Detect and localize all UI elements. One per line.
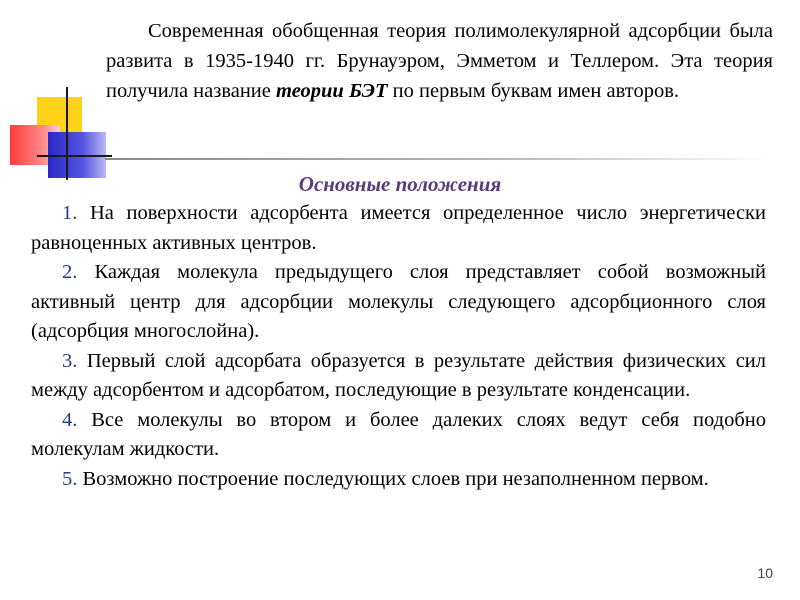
intro-emphasis: теории БЭТ [276,80,388,102]
intro-paragraph [106,16,773,106]
principles-list [31,199,766,494]
item-text: На поверхности адсорбента имеется определенное число энергетически равноценных активных центров. [31,202,766,254]
item-number: 2. [62,261,78,283]
section-heading: Основные положения [298,172,502,196]
item-text: Первый слой адсорбата образуется в результате действия физических сил между адсорбентом и адсорбатом, последующие в результате конденсации. [31,349,766,401]
item-number: 5. [62,467,78,490]
intro-text: Современная обобщенная теория полимолекулярной адсорбции была развита в 1935-1940 гг. Брунауэром, Эмметом и Теллером. Эта теория получила название [106,20,773,102]
item-text: Все молекулы во втором и более далеких слоях ведут себя подобно молекулам жидкости. [31,408,766,460]
logo-horizontal-line [37,155,112,157]
list-item [31,406,766,465]
item-text: Возможно построение последующих слоев при незаполненном первом. [77,467,709,490]
logo-vertical-line [66,87,68,180]
item-text: Каждая молекула предыдущего слоя представляет собой возможный активный центр для адсорбции молекулы следующего адсорбционного слоя (адсорбция многослойна). [31,261,766,342]
item-number: 3. [62,349,78,372]
item-number: 1. [62,202,78,224]
list-item [31,465,766,495]
page-number: 10 [757,565,773,581]
intro-text-end: по первым буквам имен авторов. [387,80,680,102]
item-number: 4. [62,408,78,431]
list-item [31,258,766,347]
decorative-logo [0,0,120,185]
list-item [31,347,766,406]
list-item [31,199,766,258]
divider-line [105,158,775,160]
